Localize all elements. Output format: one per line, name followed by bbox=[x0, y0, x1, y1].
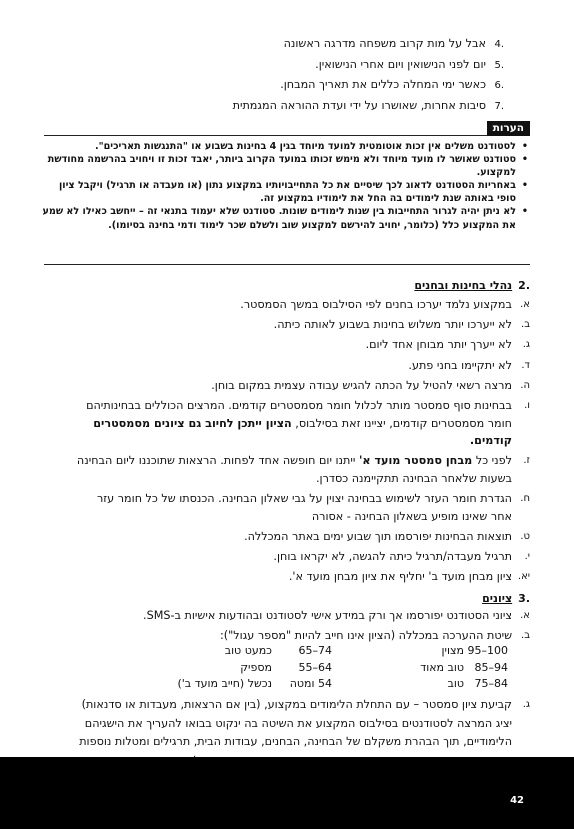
list-item: ב. שיטת ההערכה במכללה (הציון אינו חייב להיות "מספר עגול"): bbox=[219, 629, 530, 643]
item-text bbox=[74, 336, 512, 354]
list-item bbox=[74, 548, 530, 566]
item-text-part: במקצוע נלמד יערכו בחנים לפי הסילבוס במשך הסמסטר. bbox=[240, 298, 512, 311]
item-text bbox=[74, 452, 512, 487]
item-text-part: הגדרת חומר העזר לשימוש בבחינה יצוין על גבי שאלון הבחינה. הכנסתו של כל חומר עזר אחר שאינו מופיע בשאלון הבחינה - אסורה bbox=[96, 492, 512, 523]
list-item bbox=[74, 568, 530, 586]
table-row: 84–75 טוב 54 ומטה נכשל (חייב מועד ב') bbox=[177, 677, 508, 690]
item-text bbox=[74, 357, 512, 375]
item-text-part: מבחן סמסטר מועד א' bbox=[358, 454, 473, 468]
notes-box bbox=[40, 140, 528, 232]
section-2-title: .2 נהלי בחינות ובחנים bbox=[414, 279, 530, 292]
exam-rules-list bbox=[74, 296, 530, 588]
section-3-title: .3 ציונים bbox=[482, 592, 530, 605]
item-text-part: ציון מבחן מועד ב' יחליף את ציון מבחן מועד א'. bbox=[288, 570, 512, 584]
notes-header-rule bbox=[44, 121, 530, 136]
item-text-part: לא יתקיימו בחני פתע. bbox=[408, 358, 512, 372]
item-text bbox=[74, 568, 512, 586]
item-text bbox=[74, 316, 512, 334]
note-item: • לסטודנט משלים אין זכות אוטומטית למועד מיוחד בגין 4 בחינות בשבוע או "התנגשות תאריכים". bbox=[94, 141, 528, 152]
item-text-part: הציון ייתכן לחיוב גם ציונים מסמסטרים קודמים. bbox=[93, 416, 512, 448]
item-text bbox=[74, 397, 512, 450]
bullet-icon: • bbox=[521, 180, 528, 192]
list-item bbox=[74, 397, 530, 450]
list-item bbox=[74, 336, 530, 354]
list-item bbox=[74, 528, 530, 546]
item-text-part: לפני כל bbox=[472, 454, 512, 468]
item-text-part: בבחינות סוף סמסטר מותר לכלול חומר מסמסטרים קודמים. המרצים הכוללים בבחינותיהם חומר מסמסטרים קודמים, יציינו זאת בסילבוס, bbox=[86, 398, 512, 430]
item-text bbox=[74, 528, 512, 546]
notes-label: הערות bbox=[487, 121, 530, 136]
item-letter: יא. bbox=[517, 571, 530, 583]
list-item bbox=[74, 357, 530, 375]
list-item bbox=[74, 452, 530, 487]
item-letter: ג. bbox=[522, 339, 530, 351]
note-item: • לא ניתן יהיה לגרור התחייבות בין שנות לימודים שונות. סטודנט שלא יעמוד בתנאי זה – ייחשב כאילו לא שמע את המקצוע כלל (כלומר, יחויב להירשם למקצוע שוב ולשלם שכר לימוד ודמי בחינה בסיומו). bbox=[42, 206, 528, 231]
item-text-part: ייתנו יום חופשה אחד לפחות. הרצאות שתוכננו ליום הבחינה בשעות שלאחר הבחינה תתקיימנה כסדרן. bbox=[76, 454, 512, 485]
list-item bbox=[74, 296, 530, 314]
page-footer bbox=[0, 757, 574, 829]
list-item bbox=[74, 316, 530, 334]
item-letter: ח. bbox=[520, 493, 530, 505]
item-letter: א. bbox=[520, 299, 530, 310]
absence-reasons-list bbox=[64, 34, 504, 116]
item-text-part: לא ייערכו יותר משלוש בחינות בשבוע לאותה כיתה. bbox=[273, 318, 512, 332]
item-text bbox=[74, 296, 512, 314]
item-letter: ב. bbox=[521, 319, 530, 331]
note-item: • סטודנט שאושר לו מועד מיוחד ולא מימש זכותו במועד הקרוב ביותר, יאבד זכות זו ויחויב בהרשמה מחודשת למקצוע. bbox=[47, 154, 528, 179]
table-row: 94–85 טוב מאוד 64–55 מספיק bbox=[240, 660, 508, 674]
list-item: ג. קביעת ציון סמסטר – עם התחלת הלימודים במקצוע, (בין אם הרצאות, מעבדות או סדנאות) יציג המרצה לסטודנטים בסילבוס המקצוע את השיטה בה ינקוט בבואו להעריך את הישגיהם הלימודיים, תוך הבהרת משקלם של הבחינה, הבחנים, עבודות הבית, תרגילים ומטלות נוספות bbox=[79, 698, 530, 749]
item-text-part: תוצאות הבחינות יפורסמו תוך שבוע ימים באתר המכללה. bbox=[244, 529, 512, 543]
item-text-part: תרגיל מעבדה/תרגיל כיתה להגשה, לא יקראו בוחן. bbox=[273, 550, 512, 564]
page-number: 42 bbox=[510, 795, 524, 806]
bullet-icon: • bbox=[521, 154, 528, 166]
bullet-icon: • bbox=[521, 206, 528, 218]
item-text bbox=[74, 548, 512, 566]
item-text-part: לא ייערך יותר מבוחן אחד ליום. bbox=[365, 338, 512, 352]
item-letter: ה. bbox=[520, 379, 530, 391]
note-item: • באחריות הסטודנט לדאוג לכך שיסיים את כל התחייבויותיו במקצוע נתון (או מעבדה או תרגיל) ויקבל ציון סופי באותה שנת לימודים בה החל את לימודיו במקצוע זה. bbox=[58, 180, 528, 205]
item-letter: ט. bbox=[520, 530, 530, 542]
list-item bbox=[74, 490, 530, 525]
bullet-icon: • bbox=[521, 141, 528, 152]
item-text bbox=[74, 377, 512, 395]
notes-bottom-rule bbox=[44, 264, 530, 265]
list-item: .7 סיבות אחרות, שאושרו על ידי ועדת ההוראה המגמתית bbox=[232, 98, 504, 112]
table-row: 100–95 מצוין 74–65 כמעט טוב bbox=[224, 644, 508, 657]
item-letter: ו. bbox=[524, 399, 530, 411]
list-item: א. ציוני הסטודנט יפורסמו אך ורק במידע אישי לסטודנט ובהודעות אישיות ב-SMS. bbox=[143, 609, 530, 622]
list-item: .4 אבל על מות קרוב משפחה מדרגה ראשונה bbox=[283, 37, 504, 50]
item-text-part: מרצה רשאי להטיל על הכתה להגיש עבודה עצמית במקום בוחן. bbox=[211, 378, 512, 392]
list-item: .5 יום לפני הנישואין ויום אחרי הנישואין. bbox=[315, 57, 504, 71]
item-text bbox=[74, 490, 512, 525]
item-letter: ד. bbox=[521, 359, 530, 371]
item-letter: י. bbox=[524, 551, 530, 563]
grades-list bbox=[74, 607, 530, 647]
grade-scale-table bbox=[78, 643, 508, 693]
list-item: .6 כאשר ימי המחלה כללים את תאריך המבחן. bbox=[280, 78, 504, 91]
item-letter: ז. bbox=[523, 455, 530, 467]
list-item bbox=[74, 377, 530, 395]
